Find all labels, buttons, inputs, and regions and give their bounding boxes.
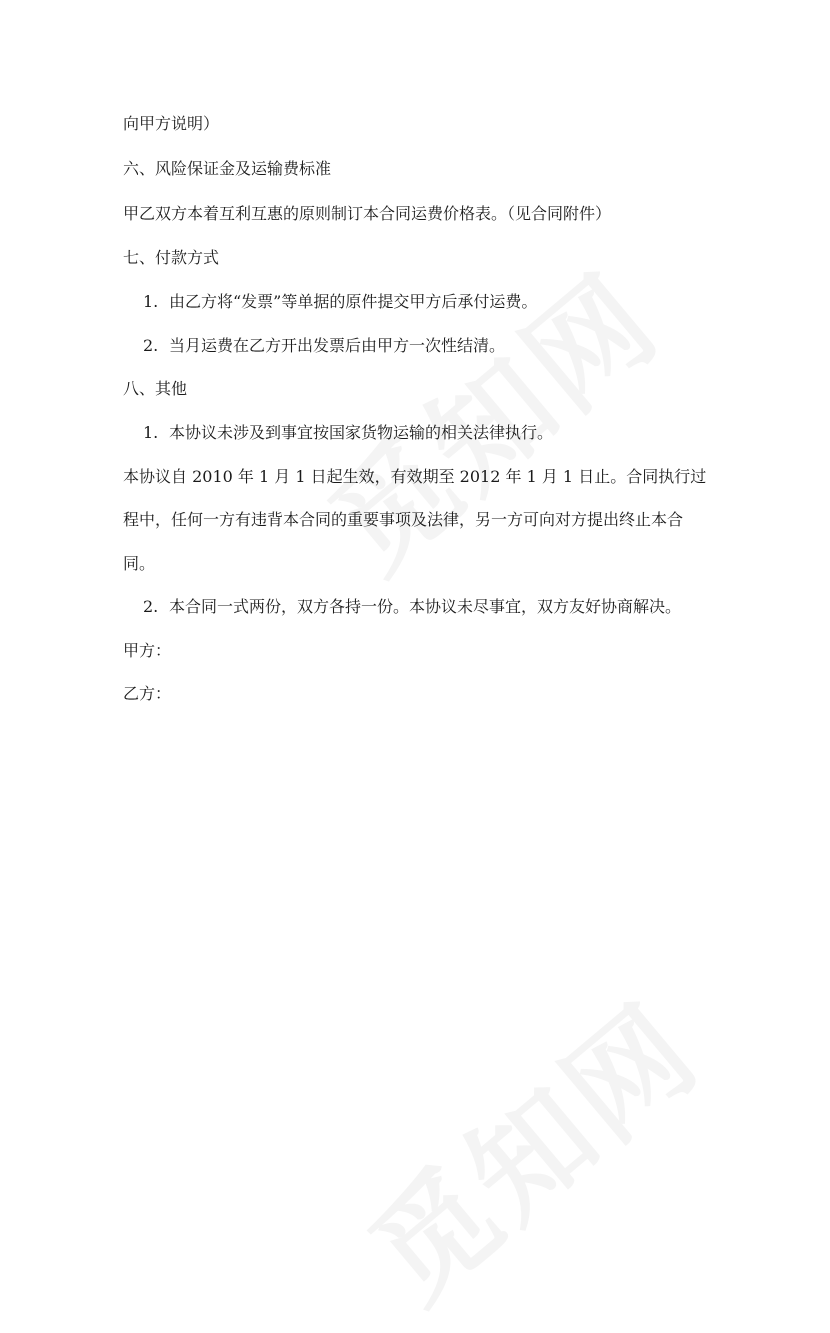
watermark	[329, 959, 729, 1333]
list-item	[143, 336, 505, 356]
paragraph-line: 向甲方说明）	[123, 114, 220, 133]
section-heading-six: 六、风险保证金及运输费标准	[123, 159, 332, 178]
paragraph-line: 本协议自 2010 年 1 月 1 日起生效，有效期至 2012 年 1 月 1 日止。合同执行过	[123, 467, 707, 486]
list-item	[143, 597, 681, 617]
paragraph-line: 甲乙双方本着互利互惠的原则制订本合同运费价格表。（见合同附件）	[123, 204, 612, 223]
list-number: 1.	[143, 423, 159, 442]
party-a-label: 甲方：	[123, 641, 172, 660]
section-heading-eight: 八、其他	[123, 379, 188, 398]
list-number: 2.	[143, 597, 159, 616]
watermark	[289, 229, 689, 604]
list-item-text: 本合同一式两份，双方各持一份。本协议未尽事宜，双方友好协商解决。	[169, 597, 682, 616]
paragraph-line: 程中，任何一方有违背本合同的重要事项及法律，另一方可向对方提出终止本合	[123, 510, 684, 529]
list-item	[143, 423, 553, 443]
party-b-label: 乙方：	[123, 684, 172, 703]
list-item-text: 当月运费在乙方开出发票后由甲方一次性结清。	[169, 336, 506, 355]
section-heading-seven: 七、付款方式	[123, 248, 220, 267]
list-number: 1.	[143, 292, 159, 311]
list-item-text: 由乙方将“发票”等单据的原件提交甲方后承付运费。	[169, 292, 538, 311]
paragraph-line: 同。	[123, 554, 156, 573]
list-item-text: 本协议未涉及到事宜按国家货物运输的相关法律执行。	[169, 423, 554, 442]
list-item	[143, 292, 537, 312]
list-number: 2.	[143, 336, 159, 355]
